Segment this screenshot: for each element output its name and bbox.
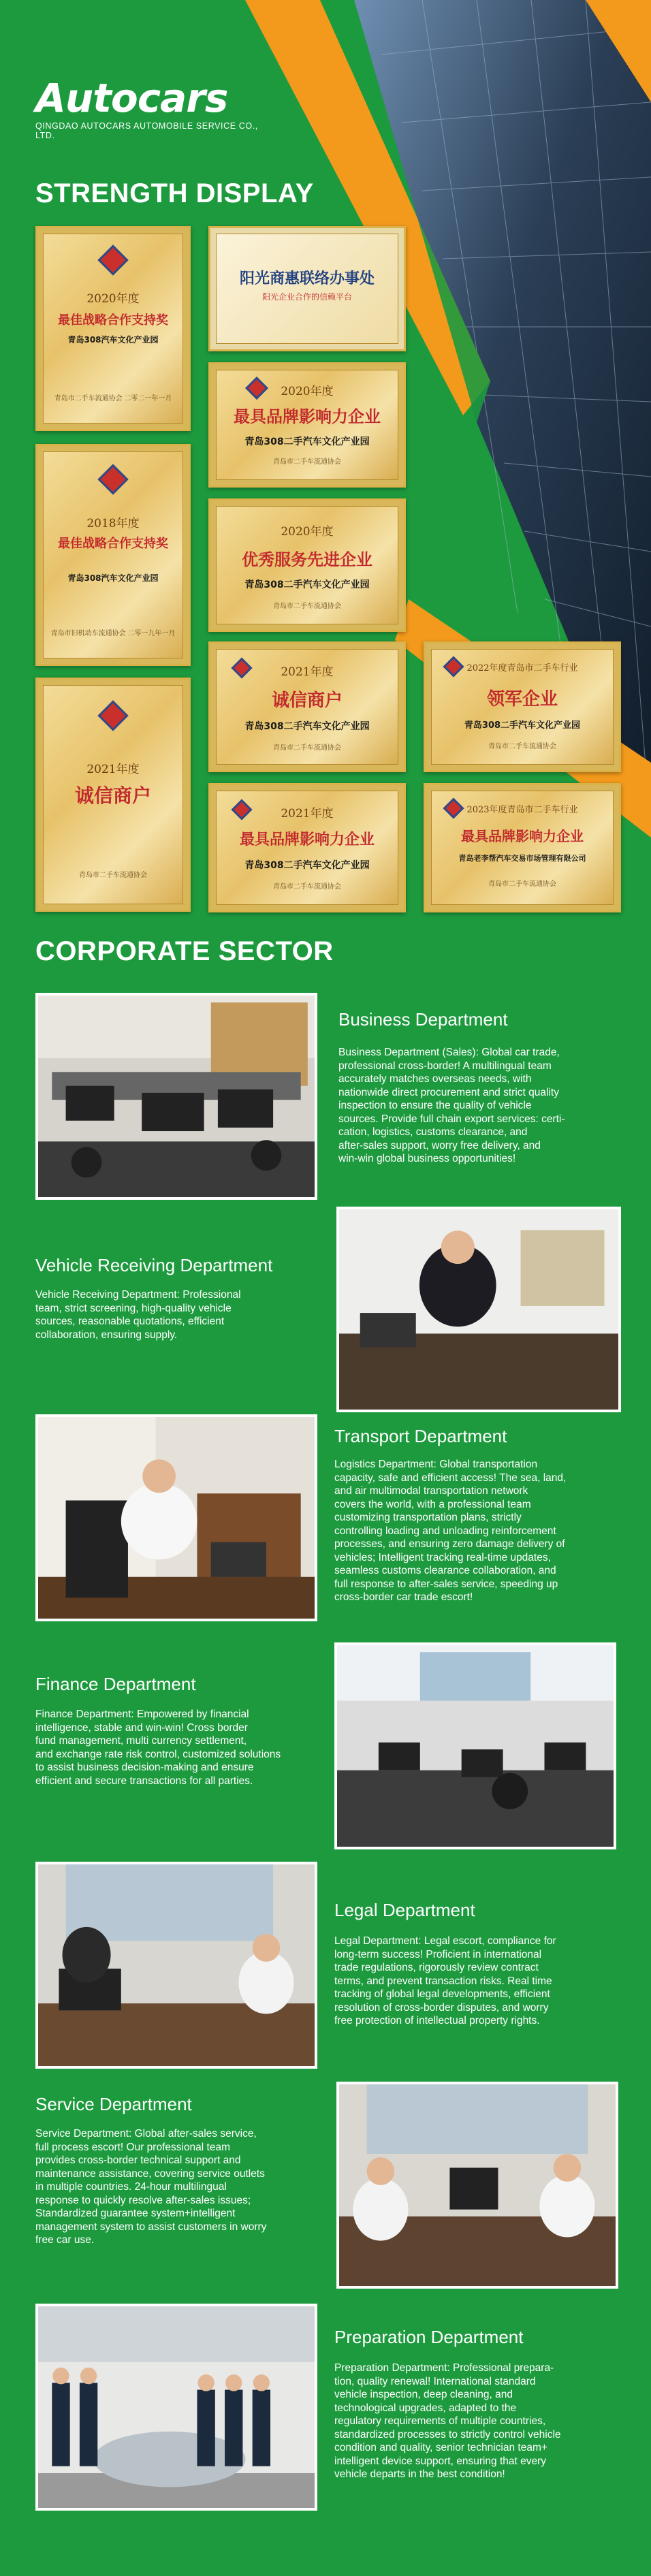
description-line: in multiple countries. 24-hour multilingual	[35, 2181, 227, 2193]
description-line: sources. Provide full chain export services: certi-	[338, 1113, 565, 1125]
certificate-year: 2018年度	[86, 517, 140, 530]
description-line: response to quickly resolve after-sales issues;	[35, 2194, 251, 2206]
description-line: standardized processes to strictly control vehicle	[334, 2428, 561, 2440]
description-line: terms, and prevent transaction risks. Real time	[334, 1975, 552, 1987]
certificate-card	[424, 641, 621, 772]
department-name: Preparation Department	[334, 2327, 524, 2347]
legal-department-photo	[35, 1862, 317, 2069]
transport-department-photo	[35, 1414, 317, 1621]
description-line: Vehicle Receiving Department: Professional	[35, 1289, 241, 1301]
certificate-org: 青岛308二手汽车文化产业园	[244, 721, 370, 732]
description-line: team, strict screening, high-quality vehicle	[35, 1302, 232, 1314]
description-line: tracking of global legal developments, efficient	[334, 1988, 550, 2000]
description-line: full response to after-sales service, speeding up	[334, 1578, 558, 1590]
description-line: regulatory requirements of multiple countries,	[334, 2415, 546, 2427]
certificate-year: 2023年度青岛市二手车行业	[466, 805, 578, 815]
certificate-title: 最具品牌影响力企业	[461, 828, 584, 844]
certificate-issuer: 青岛市二手车流通协会	[273, 458, 341, 466]
department-description	[334, 1458, 620, 1604]
brand-logo	[35, 75, 267, 140]
certificate-title: 最佳战略合作支持奖	[58, 537, 168, 551]
department-description	[35, 2127, 321, 2247]
description-line: Logistics Department: Global transportation	[334, 1459, 538, 1470]
description-line: tion, quality renewal! International standard	[334, 2375, 536, 2387]
certificate-org: 青岛308二手汽车文化产业园	[464, 720, 581, 731]
corporate-section-title: CORPORATE SECTOR	[35, 936, 334, 966]
description-line: Finance Department: Empowered by financial	[35, 1708, 249, 1720]
certificate-card	[424, 783, 621, 912]
department-description	[338, 1046, 624, 1166]
description-line: free car use.	[35, 2234, 95, 2246]
certificate-title: 诚信商户	[74, 784, 151, 807]
certificate-card	[208, 362, 406, 488]
business-department-photo	[35, 993, 317, 1200]
certificate-issuer: 青岛市二手车流通协会	[273, 883, 341, 891]
description-line: trade regulations, rigorously review contract	[334, 1962, 539, 1973]
description-line: vehicles; Intelligent tracking real-time updates,	[334, 1551, 551, 1563]
description-line: Preparation Department: Professional prepara-	[334, 2362, 554, 2374]
certificate-title: 领军企业	[486, 689, 558, 710]
certificate-org: 青岛308二手汽车文化产业园	[244, 436, 370, 447]
description-line: management system to assist customers in worry	[35, 2221, 267, 2233]
description-line: Standardized guarantee system+intelligent	[35, 2208, 236, 2219]
certificate-card	[208, 498, 406, 632]
description-line: win-win global business opportunities!	[338, 1153, 516, 1164]
certificate-title: 优秀服务先进企业	[242, 550, 372, 569]
certificate-org: 青岛308汽车文化产业园	[67, 573, 159, 583]
description-line: vehicle departs in the best condition!	[334, 2468, 505, 2480]
description-line: inspection to ensure the quality of vehicle	[338, 1100, 532, 1111]
certificate-card	[35, 226, 191, 431]
certificate-card	[208, 226, 406, 351]
certificate-issuer: 阳光企业合作的信赖平台	[261, 292, 352, 302]
description-line: fund management, multi currency settlement,	[35, 1735, 247, 1747]
certificate-title: 诚信商户	[271, 690, 343, 711]
description-line: and air multimodal transportation network	[334, 1485, 528, 1497]
department-description	[334, 2362, 620, 2481]
certificate-year: 2020年度	[281, 385, 334, 398]
description-line: long-term success! Proficient in international	[334, 1948, 542, 1960]
description-line: cation, logistics, customs clearance, and	[338, 1126, 528, 1138]
certificate-issuer: 青岛市二手车流通协会	[273, 603, 341, 610]
description-line: collaboration, ensuring supply.	[35, 1329, 178, 1341]
certificate-org: 青岛308汽车文化产业园	[67, 335, 159, 345]
description-line: capacity, safe and efficient access! The sea, land,	[334, 1472, 567, 1484]
department-name: Service Department	[35, 2094, 192, 2114]
department-name: Finance Department	[35, 1674, 196, 1694]
service-department-photo	[336, 2082, 618, 2289]
description-line: nationwide direct procurement and strict quality	[338, 1086, 559, 1098]
certificate-card	[35, 678, 191, 912]
certificate-issuer: 青岛市二手车流通协会	[273, 744, 341, 752]
description-line: Legal Department: Legal escort, compliance for	[334, 1935, 556, 1947]
company-name: QINGDAO AUTOCARS AUTOMOBILE SERVICE CO., LTD.	[35, 121, 258, 140]
certificate-year: 2021年度	[281, 807, 334, 821]
description-line: efficient and secure transactions for all parties.	[35, 1775, 253, 1787]
certificate-org: 青岛308二手汽车文化产业园	[244, 860, 370, 871]
certificate-title: 最具品牌影响力企业	[239, 831, 375, 848]
description-line: sources, reasonable quotations, efficient	[35, 1316, 225, 1327]
description-line: resolution of cross-border disputes, and worry	[334, 2001, 549, 2014]
description-line: condition and quality, senior technician team+	[334, 2442, 547, 2453]
description-line: vehicle inspection, deep cleaning, and	[334, 2389, 513, 2400]
logo-wordmark: Autocars	[35, 75, 228, 121]
description-line: Service Department: Global after-sales service,	[35, 2128, 257, 2140]
certificate-year: 2021年度	[281, 665, 334, 679]
certificate-issuer: 青岛市二手车流通协会	[488, 743, 556, 750]
description-line: processes, and ensuring zero damage delivery of	[334, 1538, 565, 1550]
description-line: free protection of intellectual property rights.	[334, 2015, 540, 2026]
description-line: seamless customs clearance collaboration, and	[334, 1565, 556, 1576]
description-line: Business Department (Sales): Global car trade,	[338, 1047, 560, 1058]
description-line: after-sales support, worry free delivery, and	[338, 1139, 541, 1151]
description-line: full process escort! Our professional team	[35, 2141, 231, 2153]
department-description	[35, 1708, 328, 1787]
emblem-icon	[97, 464, 128, 494]
certificate-issuer: 青岛市二手车流通协会 二零二一年一月	[54, 395, 172, 402]
vehicle-receiving-department-photo	[336, 1207, 621, 1412]
description-line: accurately matches overseas needs, with	[338, 1073, 532, 1085]
description-line: to assist business decision-making and ensure	[35, 1762, 254, 1773]
description-line: professional cross-border! A multilingual team	[338, 1060, 552, 1072]
certificate-year: 2021年度	[86, 763, 140, 776]
description-line: and exchange rate risk control, customized solutions	[35, 1748, 281, 1760]
certificate-year: 2020年度	[281, 525, 334, 539]
certificate-card	[35, 444, 191, 666]
description-line: controlling loading and unloading reinforcement	[334, 1525, 556, 1537]
description-line: covers the world, with a professional team	[334, 1498, 531, 1510]
emblem-icon	[97, 244, 128, 275]
emblem-icon	[97, 700, 128, 731]
certificate-issuer: 青岛市二手车流通协会	[488, 880, 556, 888]
certificate-issuer: 青岛市二手车流通协会	[79, 872, 147, 879]
department-name: Business Department	[338, 1009, 508, 1030]
finance-department-photo	[334, 1642, 616, 1849]
department-name: Legal Department	[334, 1900, 475, 1920]
description-line: technological upgrades, adapted to the	[334, 2402, 517, 2414]
description-line: intelligent device support, ensuring that every	[334, 2455, 547, 2467]
department-name: Transport Department	[334, 1426, 507, 1446]
certificate-title: 最佳战略合作支持奖	[58, 313, 168, 328]
certificate-year: 2022年度青岛市二手车行业	[466, 663, 578, 673]
department-description	[35, 1288, 321, 1341]
certificate-title: 最具品牌影响力企业	[234, 407, 381, 426]
description-line: cross-border car trade escort!	[334, 1591, 473, 1603]
certificate-card	[208, 783, 406, 912]
certificate-issuer: 青岛市旧机动车流通协会 二零一九年一月	[50, 630, 176, 637]
description-line: maintenance assistance, covering service outlets	[35, 2167, 265, 2180]
description-line: customizing transportation plans, strictly	[334, 1512, 522, 1523]
description-line: intelligence, stable and win-win! Cross border	[35, 1721, 248, 1734]
preparation-department-photo	[35, 2304, 317, 2511]
strength-section-title: STRENGTH DISPLAY	[35, 178, 314, 208]
department-description	[334, 1935, 620, 2028]
department-name: Vehicle Receiving Department	[35, 1255, 273, 1275]
certificate-card	[208, 641, 406, 772]
certificate-title: 阳光商惠联络办事处	[239, 270, 375, 287]
certificate-org: 青岛308二手汽车文化产业园	[244, 579, 370, 590]
certificate-year: 2020年度	[86, 292, 140, 306]
description-line: provides cross-border technical support and	[35, 2154, 241, 2166]
certificate-org: 青岛老李帮汽车交易市场管理有限公司	[458, 854, 586, 863]
